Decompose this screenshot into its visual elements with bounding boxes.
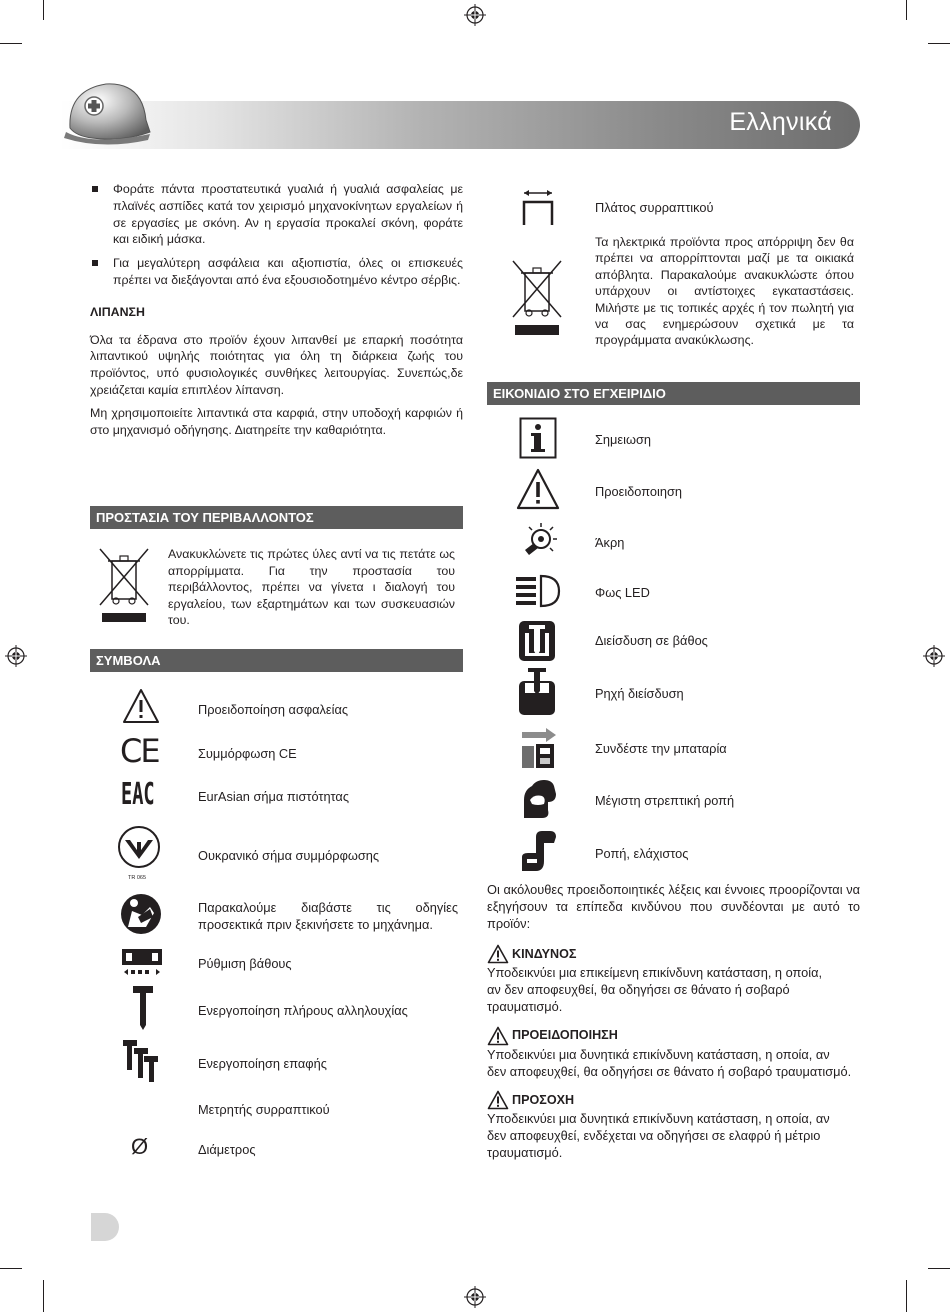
environment-text: Ανακυκλώνετε τις πρώτες ύλες αντί να τις πετάτε ως απορρίμματα. Για την προστασία του περιβάλλοντος, πρέπει να γίνετα ι διαλογή του εργαλείου, των εξαρτημάτων και των συσκευασιών του. xyxy=(168,547,455,627)
contact-trigger-icon xyxy=(122,1039,160,1085)
weee-text: Τα ηλεκτρικά προϊόντα προς απόρριψη δεν θα πρέπει να απορρίπτονται μαζί με τα οικιακά απόβλητα. Παρακαλούμε ανακυκλώστε όπου υπάρχουν οι αντίστοιχες εγκαταστάσεις. Μιλήστε με τις τοπικές αρχές ή τον πωλητή για να σας ενημερώσουν σχετικά με τα προγράμματα ανακύκλωσης. xyxy=(595,235,854,348)
helmet-icon xyxy=(62,76,154,148)
symbol-label: Ρύθμιση βάθους xyxy=(198,956,292,971)
max-torque-arm-icon xyxy=(518,776,558,820)
manual-icon-label: Σημειωση xyxy=(595,432,651,447)
ua-code: TR 065 xyxy=(128,875,147,881)
crop-mark xyxy=(928,43,950,44)
diameter-icon: Ø xyxy=(131,1134,149,1159)
tip-lightbulb-icon xyxy=(517,519,557,563)
symbol-label: Προειδοποίηση ασφαλείας xyxy=(198,702,349,717)
manual-icon-label: Ροπή, ελάχιστος xyxy=(595,846,689,861)
crop-mark xyxy=(0,1268,22,1269)
registration-mark-icon xyxy=(5,645,27,667)
crop-mark xyxy=(43,1280,44,1312)
language-title: Ελληνικά xyxy=(729,108,832,136)
eac-mark-icon: EAC xyxy=(121,777,155,812)
manual-icon-label: Ρηχή διείσδυση xyxy=(595,686,684,701)
shallow-penetration-icon xyxy=(517,667,557,717)
manual-icons-heading: ΕΙΚΟΝΙΔΙΟ ΣΤΟ ΕΓΧΕΙΡΙΔΙΟ xyxy=(487,382,860,405)
registration-mark-icon xyxy=(464,1286,486,1308)
symbol-label: EurAsian σήμα πιστότητας xyxy=(198,789,349,804)
warning-triangle-icon xyxy=(515,467,561,511)
lubrication-paragraph: Μη χρησιμοποιείτε λιπαντικά στα καρφιά, στην υποδοχή καρφιών ή στο μηχανισμό οδήγησης. Διατηρείτε την καθαριότητα. xyxy=(90,405,463,437)
crop-mark xyxy=(928,1268,950,1269)
sequential-trigger-icon xyxy=(132,985,154,1031)
symbols-heading: ΣΥΜΒΟΛΑ xyxy=(90,649,463,672)
depth-adjustment-icon xyxy=(120,947,164,977)
warning-triangle-icon xyxy=(487,1026,509,1046)
manual-icon-label: Μέγιστη στρεπτική ροπή xyxy=(595,793,735,808)
environment-heading: ΠΡΟΣΤΑΣΙΑ ΤΟΥ ΠΕΡΙΒΑΛΛΟΝΤΟΣ xyxy=(90,506,463,529)
ce-mark-icon: CE xyxy=(120,732,159,770)
crossed-bin-icon xyxy=(96,545,152,625)
manual-icon-label: Προειδοποιηση xyxy=(595,484,682,499)
signal-word: ΠΡΟΕΙΔΟΠΟΙΗΣΗ xyxy=(512,1028,618,1043)
symbol-label: Ενεργοποίηση πλήρους αλληλουχίας xyxy=(198,1003,408,1018)
registration-mark-icon xyxy=(923,645,945,667)
signal-words-section xyxy=(487,882,860,1172)
signal-text: Υποδεικνύει μια επικείμενη επικίνδυνη κατάσταση, η οποία, αν δεν αποφευχθεί, θα οδηγήσει σε θάνατο ή σοβαρό τραυματισμό. xyxy=(487,965,823,1014)
crop-mark xyxy=(906,0,907,20)
symbol-label: Ουκρανικό σήμα συμμόρφωσης xyxy=(198,848,380,863)
lubrication-heading: ΛΙΠΑΝΣΗ xyxy=(90,304,145,319)
weee-bin-icon xyxy=(509,257,565,337)
info-icon xyxy=(519,417,557,459)
staple-width-label: Πλάτος συρραπτικού xyxy=(595,200,714,215)
deep-penetration-icon xyxy=(517,619,557,663)
signal-word: ΠΡΟΣΟΧΗ xyxy=(512,1092,575,1107)
signal-word: ΚΙΝΔΥΝΟΣ xyxy=(512,946,577,961)
signal-intro: Οι ακόλουθες προειδοποιητικές λέξεις και έννοιες προορίζονται να εξηγήσουν τα επίπεδα κινδύνου που συνδέονται με αυτό το προϊόν: xyxy=(487,882,860,931)
signal-block-danger xyxy=(487,944,860,1015)
led-light-icon xyxy=(514,574,562,608)
warning-triangle-icon xyxy=(487,944,509,964)
signal-text: Υποδεικνύει μια δυνητικά επικίνδυνη κατάσταση, η οποία, αν δεν αποφευχθεί, θα οδηγήσει σε θάνατο ή σοβαρό τραυματισμό. xyxy=(487,1046,852,1079)
min-torque-arm-icon xyxy=(518,827,558,873)
symbol-label: Ενεργοποίηση επαφής xyxy=(198,1056,327,1071)
manual-icon-label: Διείσδυση σε βάθος xyxy=(595,633,708,648)
manual-icon-label: Άκρη xyxy=(595,535,625,550)
read-manual-icon xyxy=(120,893,162,935)
language-banner xyxy=(60,101,860,149)
warning-triangle-icon xyxy=(487,1090,509,1110)
staple-width-icon xyxy=(518,188,558,228)
manual-icon-label: Φως LED xyxy=(595,585,650,600)
warning-triangle-icon xyxy=(121,687,161,725)
signal-block-warning xyxy=(487,1026,860,1081)
list-item: Για μεγαλύτερη ασφάλεια και αξιοπιστία, όλες οι επισκευές πρέπει να διεξάγονται από ένα εξουσιοδοτημένο κέντρο σέρβις. xyxy=(90,255,463,289)
manual-icon-label: Συνδέστε την μπαταρία xyxy=(595,741,727,756)
crop-mark xyxy=(0,43,22,44)
ukraine-conformity-icon xyxy=(116,826,162,874)
symbol-label: Μετρητής συρραπτικού xyxy=(198,1102,330,1117)
signal-text: Υποδεικνύει μια δυνητικά επικίνδυνη κατάσταση, η οποία, αν δεν αποφευχθεί, ενδέχεται να οδηγήσει σε ελαφρύ ή μέτριο τραυματισμό. xyxy=(487,1111,830,1160)
crop-mark xyxy=(906,1280,907,1312)
signal-block-caution xyxy=(487,1090,860,1161)
symbol-label: Παρακαλούμε διαβάστε τις οδηγίες προσεκτικά πριν ξεκινήσετε το μηχάνημα. xyxy=(198,900,458,932)
page-number-tab xyxy=(91,1213,119,1241)
symbol-label: Διάμετρος xyxy=(198,1142,256,1157)
registration-mark-icon xyxy=(464,4,486,26)
connect-battery-icon xyxy=(518,726,558,770)
lubrication-paragraph: Όλα τα έδρανα στο προϊόν έχουν λιπανθεί με επαρκή ποσότητα λιπαντικού υψηλής ποιότητας για όλη τη διάρκεια ζωής του προϊόντος, υπό φυσιολογικές συνθήκες λειτουργίας. Συνεπώς,δε χρειάζεται καμία επιπλέον λίπανση. xyxy=(90,332,463,397)
list-item: Φοράτε πάντα προστατευτικά γυαλιά ή γυαλιά ασφαλείας με πλαϊνές ασπίδες κατά τον χειρισμό μηχανοκίνητων εργαλείων ή σε εργασίες με σκόνη. Αν η εργασία προκαλεί σκόνη, φοράτε και ειδική μάσκα. xyxy=(90,181,463,248)
symbol-label: Συμμόρφωση CE xyxy=(198,746,297,761)
left-text-column xyxy=(90,181,463,444)
crop-mark xyxy=(43,0,44,20)
